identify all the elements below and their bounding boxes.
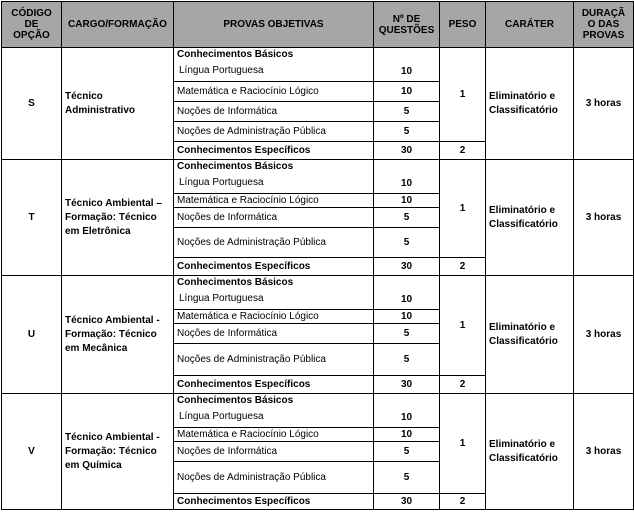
matematica-label: Matemática e Raciocínio Lógico bbox=[174, 194, 374, 208]
header-cargo: CARGO/FORMAÇÃO bbox=[62, 2, 174, 48]
questoes-empty-cell bbox=[374, 276, 440, 290]
informatica-questoes: 5 bbox=[374, 208, 440, 228]
table-row bbox=[2, 276, 634, 290]
duracao: 3 horas bbox=[574, 160, 634, 276]
codigo-opcao: V bbox=[2, 394, 62, 510]
matematica-questoes: 10 bbox=[374, 310, 440, 324]
conhecimentos-especificos-questoes: 30 bbox=[374, 258, 440, 276]
lingua-portuguesa-questoes: 10 bbox=[374, 408, 440, 428]
peso-especificos: 2 bbox=[440, 258, 486, 276]
conhecimentos-basicos-label: Conhecimentos Básicos bbox=[174, 276, 374, 290]
informatica-questoes: 5 bbox=[374, 102, 440, 122]
matematica-label: Matemática e Raciocínio Lógico bbox=[174, 82, 374, 102]
peso-basicos: 1 bbox=[440, 160, 486, 258]
header-provas: PROVAS OBJETIVAS bbox=[174, 2, 374, 48]
carater: Eliminatório e Classificatório bbox=[486, 48, 574, 160]
cargo-formacao: Técnico Ambiental - Formação: Técnico em Mecânica bbox=[62, 276, 174, 394]
peso-especificos: 2 bbox=[440, 376, 486, 394]
table-row bbox=[2, 48, 634, 62]
conhecimentos-especificos-questoes: 30 bbox=[374, 494, 440, 510]
cargo-formacao: Técnico Ambiental – Formação: Técnico em Eletrônica bbox=[62, 160, 174, 276]
peso-especificos: 2 bbox=[440, 494, 486, 510]
lingua-portuguesa-label: Língua Portuguesa bbox=[174, 290, 374, 310]
peso-basicos: 1 bbox=[440, 394, 486, 494]
conhecimentos-basicos-label: Conhecimentos Básicos bbox=[174, 160, 374, 174]
lingua-portuguesa-label: Língua Portuguesa bbox=[174, 62, 374, 82]
duracao: 3 horas bbox=[574, 394, 634, 510]
matematica-label: Matemática e Raciocínio Lógico bbox=[174, 310, 374, 324]
administracao-publica-label: Noções de Administração Pública bbox=[174, 122, 374, 142]
matematica-label: Matemática e Raciocínio Lógico bbox=[174, 428, 374, 442]
table-body bbox=[2, 48, 634, 510]
administracao-publica-questoes: 5 bbox=[374, 344, 440, 376]
lingua-portuguesa-questoes: 10 bbox=[374, 290, 440, 310]
informatica-label: Noções de Informática bbox=[174, 442, 374, 462]
lingua-portuguesa-label: Língua Portuguesa bbox=[174, 174, 374, 194]
matematica-questoes: 10 bbox=[374, 82, 440, 102]
header-carater: CARÁTER bbox=[486, 2, 574, 48]
duracao: 3 horas bbox=[574, 48, 634, 160]
codigo-opcao: U bbox=[2, 276, 62, 394]
peso-basicos: 1 bbox=[440, 48, 486, 142]
cargo-formacao: Técnico Ambiental - Formação: Técnico em Química bbox=[62, 394, 174, 510]
conhecimentos-especificos-label: Conhecimentos Específicos bbox=[174, 142, 374, 160]
codigo-opcao: S bbox=[2, 48, 62, 160]
peso-basicos: 1 bbox=[440, 276, 486, 376]
matematica-questoes: 10 bbox=[374, 428, 440, 442]
conhecimentos-especificos-questoes: 30 bbox=[374, 376, 440, 394]
administracao-publica-questoes: 5 bbox=[374, 122, 440, 142]
conhecimentos-basicos-label: Conhecimentos Básicos bbox=[174, 394, 374, 408]
lingua-portuguesa-questoes: 10 bbox=[374, 174, 440, 194]
carater: Eliminatório e Classificatório bbox=[486, 160, 574, 276]
administracao-publica-label: Noções de Administração Pública bbox=[174, 228, 374, 258]
header-questoes: Nº DE QUESTÕES bbox=[374, 2, 440, 48]
questoes-empty-cell bbox=[374, 394, 440, 408]
header-row bbox=[2, 2, 634, 48]
duracao: 3 horas bbox=[574, 276, 634, 394]
administracao-publica-label: Noções de Administração Pública bbox=[174, 344, 374, 376]
matematica-questoes: 10 bbox=[374, 194, 440, 208]
informatica-questoes: 5 bbox=[374, 442, 440, 462]
questoes-empty-cell bbox=[374, 160, 440, 174]
conhecimentos-especificos-label: Conhecimentos Específicos bbox=[174, 494, 374, 510]
carater: Eliminatório e Classificatório bbox=[486, 276, 574, 394]
table-row bbox=[2, 160, 634, 174]
header-peso: PESO bbox=[440, 2, 486, 48]
peso-especificos: 2 bbox=[440, 142, 486, 160]
codigo-opcao: T bbox=[2, 160, 62, 276]
administracao-publica-label: Noções de Administração Pública bbox=[174, 462, 374, 494]
carater: Eliminatório e Classificatório bbox=[486, 394, 574, 510]
informatica-label: Noções de Informática bbox=[174, 102, 374, 122]
questoes-empty-cell bbox=[374, 48, 440, 62]
exam-table bbox=[1, 1, 634, 510]
table-row bbox=[2, 394, 634, 408]
conhecimentos-especificos-label: Conhecimentos Específicos bbox=[174, 376, 374, 394]
administracao-publica-questoes: 5 bbox=[374, 228, 440, 258]
lingua-portuguesa-label: Língua Portuguesa bbox=[174, 408, 374, 428]
informatica-label: Noções de Informática bbox=[174, 324, 374, 344]
informatica-label: Noções de Informática bbox=[174, 208, 374, 228]
conhecimentos-especificos-questoes: 30 bbox=[374, 142, 440, 160]
cargo-formacao: Técnico Administrativo bbox=[62, 48, 174, 160]
conhecimentos-basicos-label: Conhecimentos Básicos bbox=[174, 48, 374, 62]
header-codigo: CÓDIGO DE OPÇÃO bbox=[2, 2, 62, 48]
header-duracao: DURAÇÃ O DAS PROVAS bbox=[574, 2, 634, 48]
informatica-questoes: 5 bbox=[374, 324, 440, 344]
lingua-portuguesa-questoes: 10 bbox=[374, 62, 440, 82]
conhecimentos-especificos-label: Conhecimentos Específicos bbox=[174, 258, 374, 276]
administracao-publica-questoes: 5 bbox=[374, 462, 440, 494]
